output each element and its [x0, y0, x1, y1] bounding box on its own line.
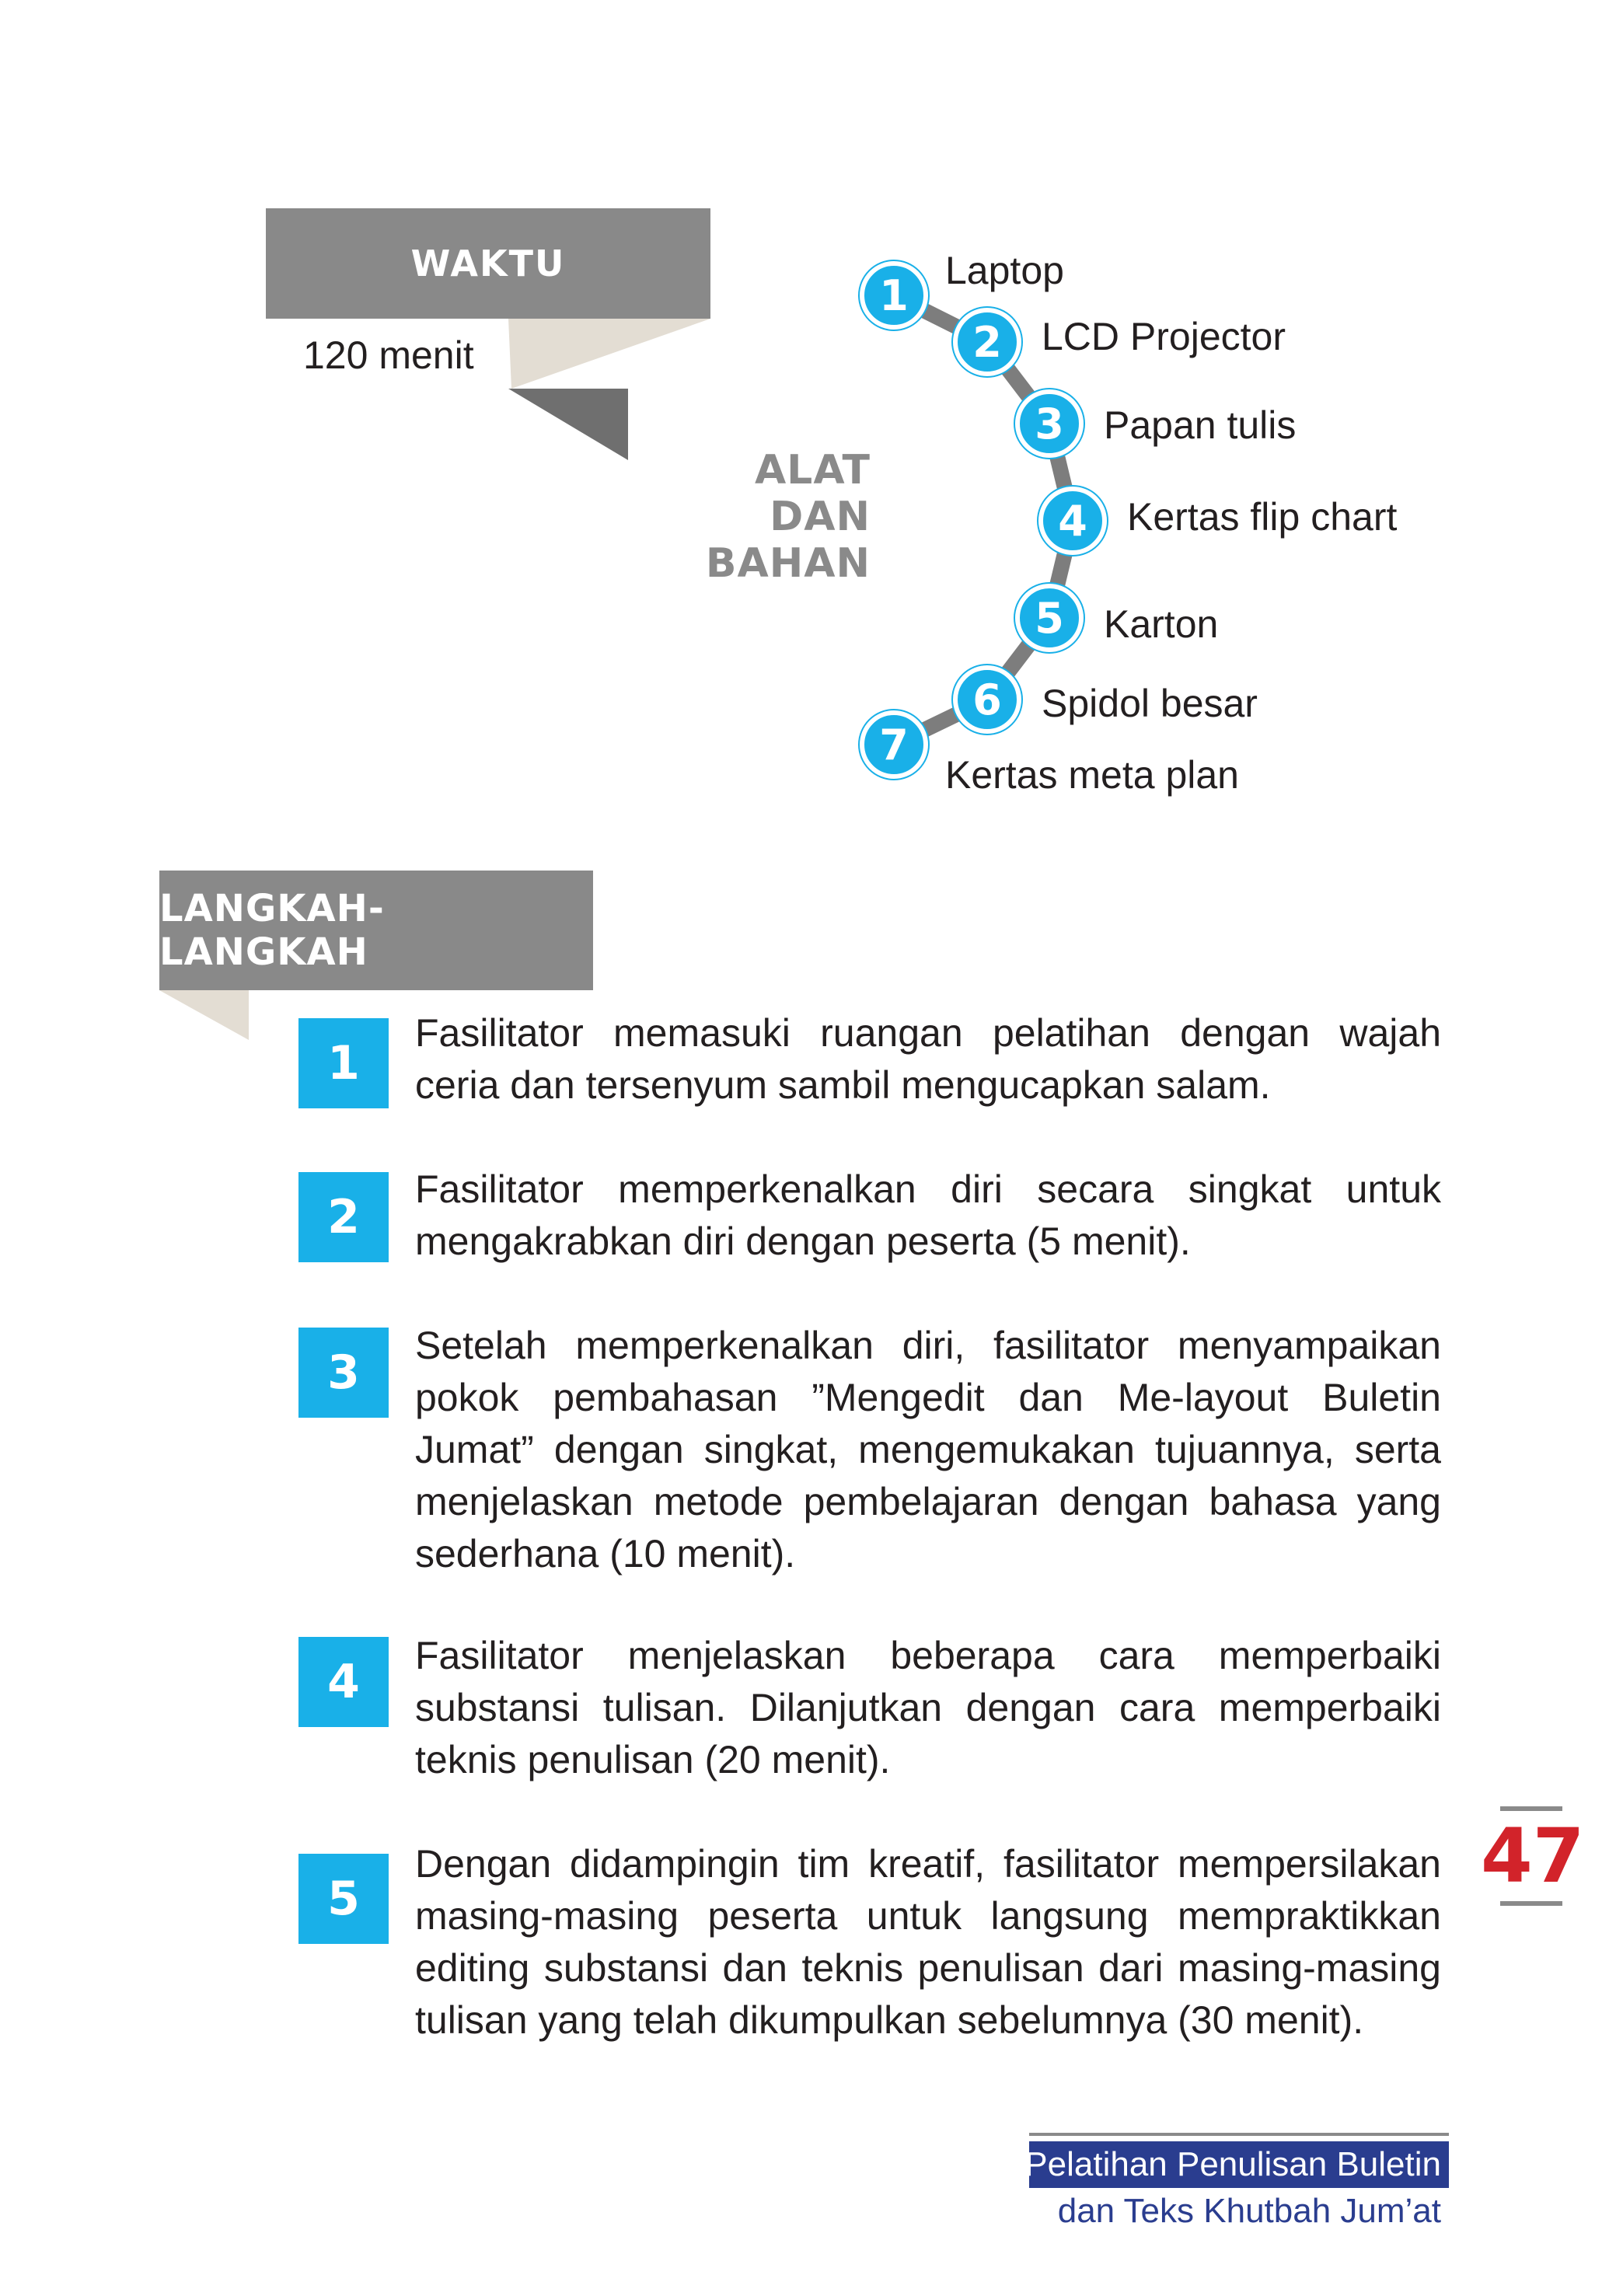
langkah-header: LANGKAH-LANGKAH: [159, 871, 593, 990]
tool-number-1: 1: [860, 261, 928, 330]
tool-label-laptop: Laptop: [945, 249, 1064, 292]
step-text-2: Fasilitator memperkenalkan diri secara singkat untuk mengakrabkan diri dengan peserta (5 menit).: [415, 1167, 1441, 1263]
tool-number-3: 3: [1015, 389, 1084, 458]
tool-label-karton: Karton: [1104, 602, 1219, 646]
tool-number-4: 4: [1038, 487, 1107, 555]
alat-title-line-1: ALAT: [754, 447, 871, 494]
tool-number-6: 6: [953, 665, 1021, 734]
alat-title-line-2: DAN: [770, 494, 871, 540]
step-number-4: 4: [298, 1637, 389, 1727]
footer-rule: [1029, 2133, 1449, 2136]
footer-subtitle: dan Teks Khutbah Jum’at: [1057, 2192, 1441, 2230]
page-number-rule-top: [1500, 1806, 1562, 1811]
tools-connector-arc: [0, 0, 1616, 855]
step-text-5: Dengan didampingin tim kreatif, fasilitator mempersilakan masing-masing peserta untuk langsung mempraktikkan editing substansi dan teknis penulisan dari masing-masing tulisan yang telah dikumpulkan sebelumnya (30 menit).: [415, 1842, 1441, 2042]
tool-label-spidol-besar: Spidol besar: [1042, 682, 1258, 725]
langkah-ribbon-fold: [159, 987, 260, 1042]
step-number-1: 1: [298, 1018, 389, 1108]
step-text-4: Fasilitator menjelaskan beberapa cara memperbaiki substansi tulisan. Dilanjutkan dengan cara memperbaiki teknis penulisan (20 menit).: [415, 1634, 1441, 1781]
step-number-2: 2: [298, 1172, 389, 1262]
step-number-5: 5: [298, 1854, 389, 1944]
tool-number-5: 5: [1015, 584, 1084, 652]
tool-label-kertas-flip-chart: Kertas flip chart: [1127, 495, 1398, 539]
footer-title: Pelatihan Penulisan Buletin: [1029, 2141, 1449, 2188]
page-number-rule-bottom: [1500, 1901, 1562, 1906]
step-text-1: Fasilitator memasuki ruangan pelatihan dengan wajah ceria dan tersenyum sambil mengucapkan salam.: [415, 1011, 1441, 1107]
tool-label-kertas-meta-plan: Kertas meta plan: [945, 753, 1239, 797]
tool-label-papan-tulis: Papan tulis: [1104, 403, 1297, 447]
tool-number-2: 2: [953, 308, 1021, 376]
step-number-3: 3: [298, 1328, 389, 1418]
tool-number-7: 7: [860, 710, 928, 779]
step-text-3: Setelah memperkenalkan diri, fasilitator menyampaikan pokok pembahasan ”Mengedit dan Me-layout Buletin Jumat” dengan singkat, mengemukakan tujuannya, serta menjelaskan metode pembelajaran dengan bahasa yang sederhana (10 menit).: [415, 1324, 1441, 1575]
waktu-header: WAKTU: [266, 208, 710, 319]
page-number: 47: [1481, 1813, 1585, 1900]
tool-label-lcd-projector: LCD Projector: [1042, 315, 1286, 358]
alat-title-line-3: BAHAN: [705, 540, 871, 587]
waktu-value: 120 menit: [303, 333, 474, 377]
